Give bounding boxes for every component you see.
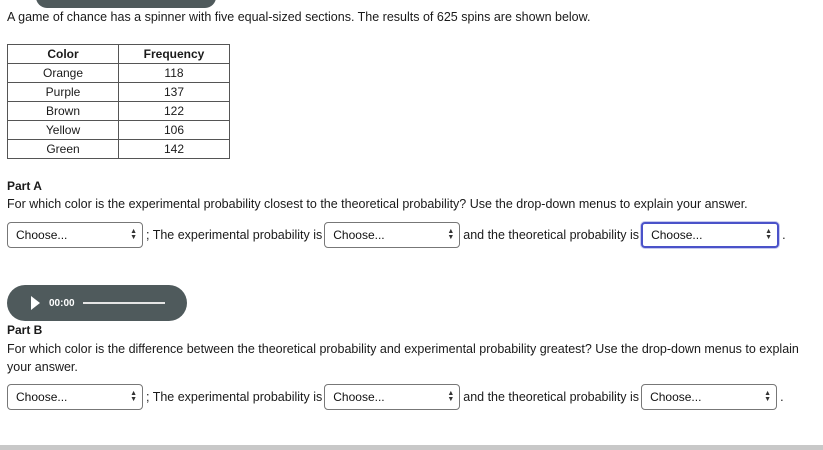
part-b-answer-row [7,384,786,410]
color-cell: Yellow [8,121,119,140]
frequency-cell: 122 [119,102,230,121]
part-a-color-select[interactable] [7,222,143,248]
part-a-answer-row [7,222,788,248]
table-row [8,102,230,121]
part-b-period: . [780,390,784,404]
up-down-arrows-icon: ▲ ▼ [764,390,772,403]
up-down-arrows-icon: ▲ ▼ [447,228,455,241]
part-a-experimental-text: ; The experimental probability is [146,228,323,242]
frequency-cell: 137 [119,83,230,102]
select-value: Choose... [650,390,702,404]
part-b-theoretical-text: and the theoretical probability is [463,390,640,404]
table-header-row [8,45,230,64]
intro-text: A game of chance has a spinner with five equal-sized sections. The results of 625 spins are shown below. [7,10,591,24]
previous-audio-player-edge [36,0,216,8]
audio-progress-track[interactable] [83,302,165,304]
color-cell: Purple [8,83,119,102]
up-down-arrows-icon: ▲ ▼ [130,228,137,241]
part-a-heading: Part A [7,179,42,193]
frequency-cell: 142 [119,140,230,159]
frequency-table [7,44,230,159]
table-row [8,140,230,159]
select-value: Choose... [333,390,385,404]
part-b-experimental-text: ; The experimental probability is [146,390,323,404]
part-b-experimental-select[interactable] [324,384,460,410]
audio-player [7,285,187,321]
up-down-arrows-icon: ▲ ▼ [447,390,455,403]
color-column-header: Color [8,45,119,64]
select-value: Choose... [651,228,703,242]
color-cell: Orange [8,64,119,83]
frequency-cell: 118 [119,64,230,83]
select-value: Choose... [333,228,385,242]
part-a-period: . [782,228,786,242]
color-cell: Brown [8,102,119,121]
part-b-theoretical-select[interactable] [641,384,777,410]
up-down-arrows-icon: ▲ ▼ [765,228,773,241]
part-a-theoretical-select[interactable] [641,222,779,248]
frequency-column-header: Frequency [119,45,230,64]
bottom-divider [0,445,823,450]
part-b-question: For which color is the difference between the theoretical probability and experimental probability greatest? Use the drop-down menus to explain your answer. [7,342,799,374]
part-b-heading: Part B [7,323,43,337]
color-cell: Green [8,140,119,159]
frequency-cell: 106 [119,121,230,140]
table-row [8,121,230,140]
table-row [8,64,230,83]
audio-time: 00:00 [49,297,75,309]
part-a-theoretical-text: and the theoretical probability is [463,228,640,242]
table-row [8,83,230,102]
part-b-color-select[interactable] [7,384,143,410]
part-a-experimental-select[interactable] [324,222,460,248]
select-value: Choose... [16,390,68,404]
part-a-question: For which color is the experimental probability closest to the theoretical probability? Use the drop-down menus to explain your answer. [7,197,748,211]
play-icon[interactable] [31,296,40,310]
select-value: Choose... [16,228,68,242]
up-down-arrows-icon: ▲ ▼ [130,390,137,403]
